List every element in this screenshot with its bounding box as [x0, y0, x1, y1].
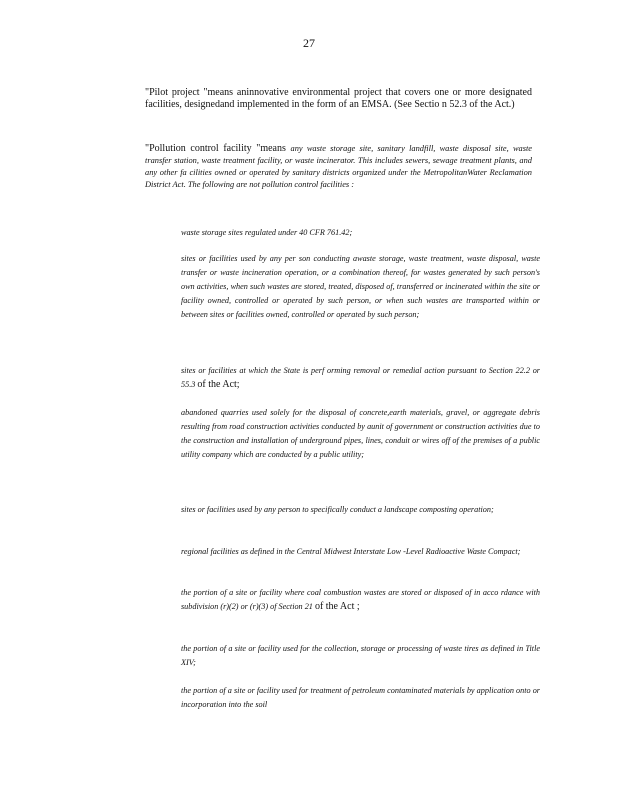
exclusion-text: the portion of a site or facility used for the collection, storage or processing of waste tires as defined in Title XIV;	[181, 644, 540, 667]
exclusion-text: sites or facilities at which the State is perf orming removal or remedial action pursuant to Section 22.2 or 55.3	[181, 366, 540, 389]
exclusion-text: sites or facilities used by any person to specifically conduct a landscape composting operation;	[181, 505, 494, 514]
exclusion-item	[181, 684, 540, 712]
exclusion-item	[181, 642, 540, 670]
definition-lead: "Pollution control facility "means	[145, 143, 286, 154]
exclusion-tail: of the Act;	[197, 379, 240, 390]
exclusion-item	[181, 252, 540, 322]
exclusion-item	[181, 406, 540, 462]
definition-body: any waste storage site, sanitary landfill, waste disposal site, waste transfer station, waste treatment facility, or waste incinerator. This includes sewers, sewage treatment plants, and any other fa cilities owned or operated by sanitary districts organized under the MetropolitanWater Reclamation District Act. The following are not pollution control facilities :	[145, 144, 533, 189]
pilot-project-definition: "Pilot project "means aninnovative environmental project that covers one or more designated facilities, designedand implemented in the form of an EMSA. (See Sectio n 52.3 of the Act.)	[145, 87, 532, 110]
exclusion-tail: of the Act ;	[314, 601, 360, 612]
exclusion-item	[181, 586, 540, 614]
exclusion-item: waste storage sites regulated under 40 CFR 761.42;	[181, 228, 353, 237]
exclusion-text: the portion of a site or facility where coal combustion wastes are stored or disposed of in acco rdance with subdivision (r)(2) or (r)(3) of Section 21	[181, 588, 540, 611]
exclusion-item	[181, 545, 540, 559]
exclusion-text: regional facilities as defined in the Central Midwest Interstate Low -Level Radioactive Waste Compact;	[181, 547, 521, 556]
exclusion-text: the portion of a site or facility used for treatment of petroleum contaminated materials by application onto or incorporation into the soil	[181, 686, 540, 709]
exclusion-text: abandoned quarries used solely for the disposal of concrete,earth materials, gravel, or aggregate debris resulting from road construction activities conducted by aunit of government or construction activities due to the construction and installation of underground pipes, lines, conduit or wires off of the premises of a public utility company which are conducted by a public utility;	[181, 408, 540, 459]
exclusion-item	[181, 503, 540, 517]
page-number: 27	[303, 36, 315, 50]
exclusion-text: sites or facilities used by any per son conducting awaste storage, waste treatment, waste disposal, waste transfer or waste incineration operation, or a combination thereof, for wastes generated by such person's own activities, when such wastes are stored, treated, disposed of, transferred or incinerated within the site or facility owned, controlled or operated by such person, or when such wastes are transported within or between sites or facilities owned, controlled or operated by such person;	[181, 254, 540, 319]
exclusion-item	[181, 364, 540, 392]
pollution-control-facility-definition	[145, 143, 532, 191]
